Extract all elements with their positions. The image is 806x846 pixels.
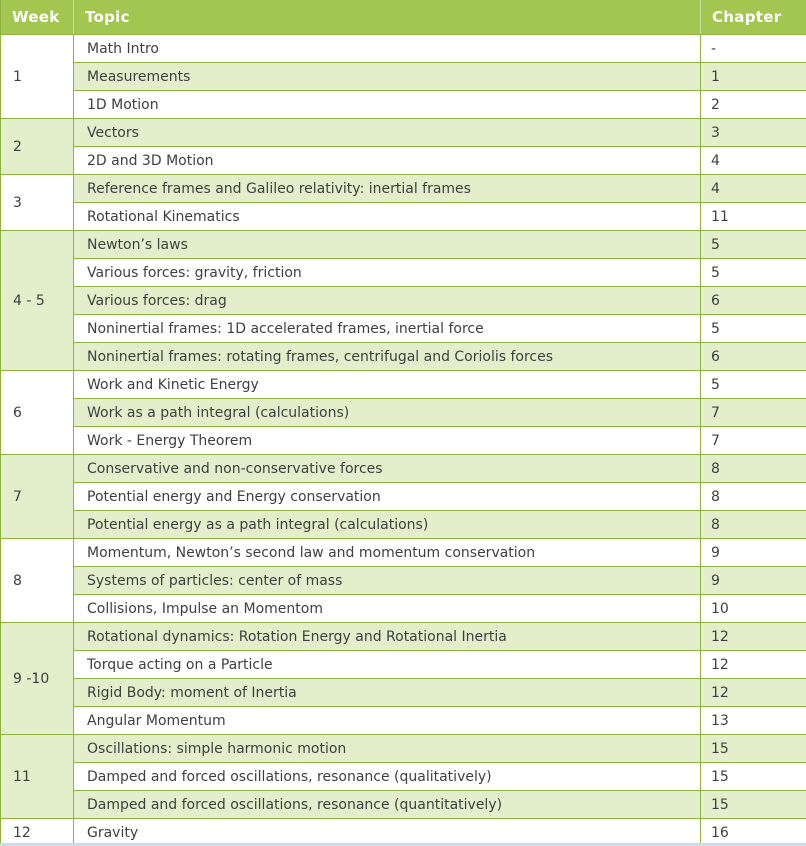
topic-cell: Collisions, Impulse an Momentom	[74, 595, 701, 623]
topic-cell: Oscillations: simple harmonic motion	[74, 735, 701, 763]
chapter-cell: 3	[701, 119, 806, 147]
chapter-cell: 5	[701, 259, 806, 287]
chapter-cell: 8	[701, 511, 806, 539]
table-row	[1, 147, 806, 175]
week-cell: 4 - 5	[1, 231, 74, 371]
topic-cell: Torque acting on a Particle	[74, 651, 701, 679]
topic-cell: Rotational dynamics: Rotation Energy and Rotational Inertia	[74, 623, 701, 651]
table-row	[1, 119, 806, 147]
chapter-cell: 10	[701, 595, 806, 623]
chapter-cell: 7	[701, 399, 806, 427]
chapter-cell: 15	[701, 735, 806, 763]
topic-cell: Rigid Body: moment of Inertia	[74, 679, 701, 707]
chapter-cell: 5	[701, 315, 806, 343]
week-cell: 1	[1, 35, 74, 119]
table-row	[1, 539, 806, 567]
table-body	[1, 35, 806, 846]
table-row	[1, 735, 806, 763]
table-row	[1, 371, 806, 399]
table-row	[1, 511, 806, 539]
week-cell: 9 -10	[1, 623, 74, 735]
chapter-cell: 15	[701, 791, 806, 819]
chapter-cell: 7	[701, 427, 806, 455]
topic-cell: Angular Momentum	[74, 707, 701, 735]
table-row	[1, 763, 806, 791]
table-row	[1, 427, 806, 455]
topic-cell: Damped and forced oscillations, resonance (qualitatively)	[74, 763, 701, 791]
table-row	[1, 567, 806, 595]
topic-cell: Gravity	[74, 819, 701, 846]
chapter-cell: 8	[701, 455, 806, 483]
table-row	[1, 399, 806, 427]
table-row	[1, 63, 806, 91]
table-header	[1, 0, 806, 35]
topic-cell: Newton’s laws	[74, 231, 701, 259]
topic-cell: Systems of particles: center of mass	[74, 567, 701, 595]
chapter-cell: 16	[701, 819, 806, 846]
topic-cell: Various forces: drag	[74, 287, 701, 315]
table-row	[1, 175, 806, 203]
topic-cell: Measurements	[74, 63, 701, 91]
week-cell: 2	[1, 119, 74, 175]
topic-cell: Damped and forced oscillations, resonance (quantitatively)	[74, 791, 701, 819]
table-row	[1, 315, 806, 343]
topic-cell: Reference frames and Galileo relativity: inertial frames	[74, 175, 701, 203]
chapter-cell: 11	[701, 203, 806, 231]
table-row	[1, 231, 806, 259]
topic-cell: Work as a path integral (calculations)	[74, 399, 701, 427]
chapter-cell: 5	[701, 231, 806, 259]
chapter-cell: 4	[701, 147, 806, 175]
chapter-cell: -	[701, 35, 806, 63]
week-cell: 12	[1, 819, 74, 846]
table-row	[1, 819, 806, 846]
topic-cell: Work and Kinetic Energy	[74, 371, 701, 399]
table-row	[1, 203, 806, 231]
chapter-cell: 12	[701, 623, 806, 651]
chapter-cell: 6	[701, 287, 806, 315]
topic-cell: Noninertial frames: rotating frames, centrifugal and Coriolis forces	[74, 343, 701, 371]
table-row	[1, 287, 806, 315]
table-row	[1, 707, 806, 735]
table-row	[1, 343, 806, 371]
chapter-cell: 4	[701, 175, 806, 203]
topic-cell: Noninertial frames: 1D accelerated frames, inertial force	[74, 315, 701, 343]
topic-cell: Various forces: gravity, friction	[74, 259, 701, 287]
table-row	[1, 35, 806, 63]
table-row	[1, 651, 806, 679]
chapter-cell: 5	[701, 371, 806, 399]
topic-cell: Work - Energy Theorem	[74, 427, 701, 455]
chapter-column-header: Chapter	[701, 0, 806, 35]
chapter-cell: 12	[701, 679, 806, 707]
chapter-cell: 12	[701, 651, 806, 679]
week-cell: 8	[1, 539, 74, 623]
topic-cell: Potential energy and Energy conservation	[74, 483, 701, 511]
table-row	[1, 791, 806, 819]
chapter-cell: 15	[701, 763, 806, 791]
topic-cell: Potential energy as a path integral (calculations)	[74, 511, 701, 539]
table-row	[1, 679, 806, 707]
chapter-cell: 6	[701, 343, 806, 371]
chapter-cell: 8	[701, 483, 806, 511]
table-row	[1, 455, 806, 483]
table-row	[1, 595, 806, 623]
week-column-header: Week	[1, 0, 74, 35]
table-row	[1, 483, 806, 511]
chapter-cell: 13	[701, 707, 806, 735]
week-cell: 11	[1, 735, 74, 819]
topic-cell: Math Intro	[74, 35, 701, 63]
topic-cell: 2D and 3D Motion	[74, 147, 701, 175]
topic-cell: 1D Motion	[74, 91, 701, 119]
chapter-cell: 1	[701, 63, 806, 91]
chapter-cell: 9	[701, 539, 806, 567]
topic-cell: Vectors	[74, 119, 701, 147]
topic-cell: Momentum, Newton’s second law and momentum conservation	[74, 539, 701, 567]
week-cell: 6	[1, 371, 74, 455]
table-row	[1, 91, 806, 119]
topic-cell: Rotational Kinematics	[74, 203, 701, 231]
topic-column-header: Topic	[74, 0, 701, 35]
week-cell: 7	[1, 455, 74, 539]
topic-cell: Conservative and non-conservative forces	[74, 455, 701, 483]
table-row	[1, 259, 806, 287]
week-cell: 3	[1, 175, 74, 231]
chapter-cell: 2	[701, 91, 806, 119]
table-row	[1, 623, 806, 651]
chapter-cell: 9	[701, 567, 806, 595]
